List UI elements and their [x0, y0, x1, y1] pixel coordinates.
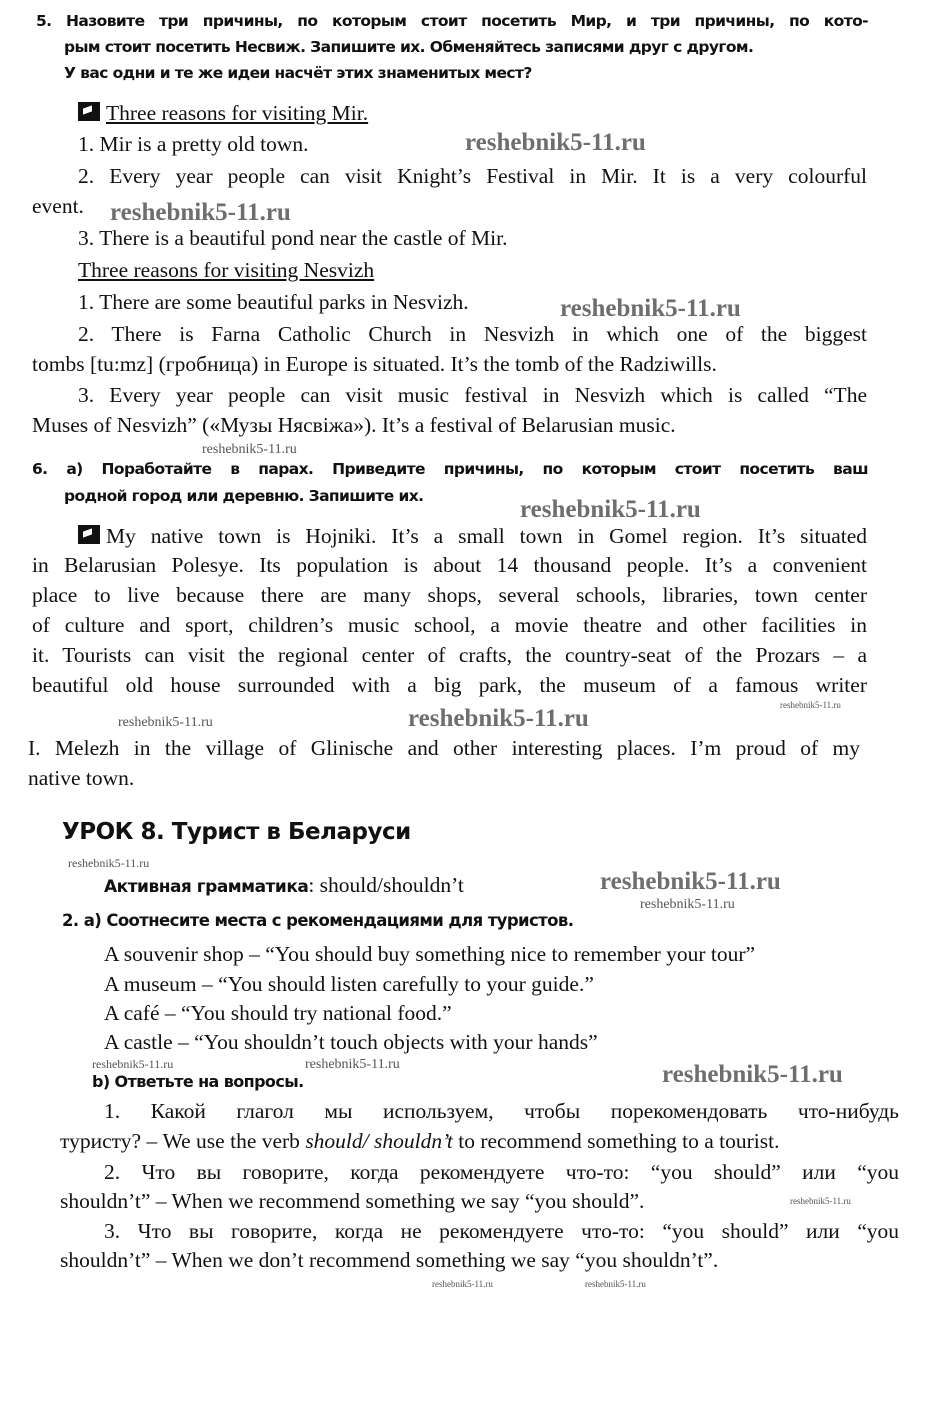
watermark: reshebnik5-11.ru [92, 1057, 174, 1071]
mir-reason: 1. Mir is a pretty old town. [78, 132, 309, 156]
watermark: reshebnik5-11.ru [68, 856, 150, 870]
answer-text: to recommend something to a tourist. [452, 1129, 780, 1153]
mir-heading [78, 102, 368, 125]
watermark: reshebnik5-11.ru [662, 1061, 843, 1088]
grammar-line [104, 875, 464, 897]
watermark: reshebnik5-11.ru [780, 700, 841, 710]
nesvizh-reason: tombs [tu:mz] (гробница) in Europe is situated. It’s the tomb of the Radziwills. [32, 352, 717, 376]
nesvizh-reason: 1. There are some beautiful parks in Nesvizh. [78, 290, 469, 314]
match-line: A café – “You should try national food.” [104, 1001, 452, 1025]
watermark: reshebnik5-11.ru [408, 705, 589, 732]
watermark: reshebnik5-11.ru [560, 295, 741, 322]
task6-instruction-line: 6. а) Поработайте в парах. Приведите причины, по которым стоит посетить ваш [32, 460, 868, 478]
answer-line: shouldn’t” – When we don’t recommend something we say “you shouldn’t”. [60, 1248, 719, 1272]
watermark: reshebnik5-11.ru [305, 1057, 400, 1072]
answer-line: place to live because there are many shops, several schools, libraries, town center [32, 583, 867, 607]
mir-heading-text: Three reasons for visiting Mir. [106, 101, 369, 125]
answer-text: туристу? – We use the verb [60, 1129, 306, 1153]
nesvizh-reason: Muses of Nesvizh” («Музы Нясвіжа»). It’s a festival of Belarusian music. [32, 413, 676, 437]
answer-text: My native town is Hojniki. It’s a small town in Gomel region. It’s situated [106, 524, 867, 548]
watermark: reshebnik5-11.ru [202, 442, 297, 457]
answer-line: beautiful old house surrounded with a big park, the museum of a famous writer [32, 673, 867, 697]
mir-reason: 2. Every year people can visit Knight’s Festival in Mir. It is a very colourful [78, 164, 867, 188]
answer-line [78, 525, 867, 548]
writing-icon [78, 525, 100, 544]
grammar-value: : should/shouldn’t [308, 873, 464, 897]
mir-reason: 3. There is a beautiful pond near the castle of Mir. [78, 226, 508, 250]
watermark: reshebnik5-11.ru [600, 868, 781, 895]
task2a-instruction: 2. а) Соотнесите места с рекомендациями для туристов. [62, 911, 574, 930]
nesvizh-heading: Three reasons for visiting Nesvizh [78, 258, 375, 282]
question-line: 3. Что вы говорите, когда не рекомендуете что-то: “you should” или “you [104, 1219, 899, 1243]
answer-line: in Belarusian Polesye. Its population is about 14 thousand people. It’s a convenient [32, 553, 867, 577]
grammar-label: Активная грамматика [104, 877, 309, 897]
answer-line: it. Tourists can visit the regional center of crafts, the country-seat of the Prozars – a [32, 643, 867, 667]
watermark: reshebnik5-11.ru [640, 897, 735, 912]
task6-instruction-line: родной город или деревню. Запишите их. [64, 487, 424, 505]
watermark: reshebnik5-11.ru [520, 496, 701, 523]
writing-icon [78, 102, 100, 121]
task5-instruction-line: У вас одни и те же идеи насчёт этих знаменитых мест? [64, 64, 532, 82]
answer-line: I. Melezh in the village of Glinische and other interesting places. I’m proud of my [28, 736, 860, 760]
answer-line: of culture and sport, children’s music school, a movie theatre and other facilities in [32, 613, 867, 637]
watermark: reshebnik5-11.ru [432, 1279, 493, 1289]
lesson-title: УРОК 8. Турист в Беларуси [62, 819, 411, 845]
watermark: reshebnik5-11.ru [790, 1196, 851, 1206]
watermark: reshebnik5-11.ru [110, 199, 291, 226]
match-line: A castle – “You shouldn’t touch objects with your hands” [104, 1030, 598, 1054]
question-line: 1. Какой глагол мы используем, чтобы порекомендовать что-нибудь [104, 1099, 899, 1123]
match-line: A museum – “You should listen carefully to your guide.” [104, 972, 594, 996]
answer-line: shouldn’t” – When we recommend something we say “you should”. [60, 1189, 645, 1213]
answer-line [60, 1131, 779, 1153]
watermark: reshebnik5-11.ru [118, 715, 213, 730]
task5-instruction-line: рым стоит посетить Несвиж. Запишите их. Обменяйтесь записями друг с другом. [64, 38, 754, 56]
watermark: reshebnik5-11.ru [585, 1279, 646, 1289]
answer-line: native town. [28, 766, 135, 790]
task2b-instruction: b) Ответьте на вопросы. [92, 1072, 304, 1091]
match-line: A souvenir shop – “You should buy something nice to remember your tour” [104, 942, 756, 966]
nesvizh-reason: 3. Every year people can visit music festival in Nesvizh which is called “The [78, 383, 867, 407]
watermark: reshebnik5-11.ru [465, 129, 646, 156]
mir-reason: event. [32, 194, 84, 218]
nesvizh-reason: 2. There is Farna Catholic Church in Nesvizh in which one of the biggest [78, 322, 867, 346]
task5-instruction-line: 5. Назовите три причины, по которым стоит посетить Мир, и три причины, по кото- [36, 12, 868, 30]
answer-emphasis: should/ shouldn’t [305, 1129, 453, 1153]
question-line: 2. Что вы говорите, когда рекомендуете что-то: “you should” или “you [104, 1160, 899, 1184]
